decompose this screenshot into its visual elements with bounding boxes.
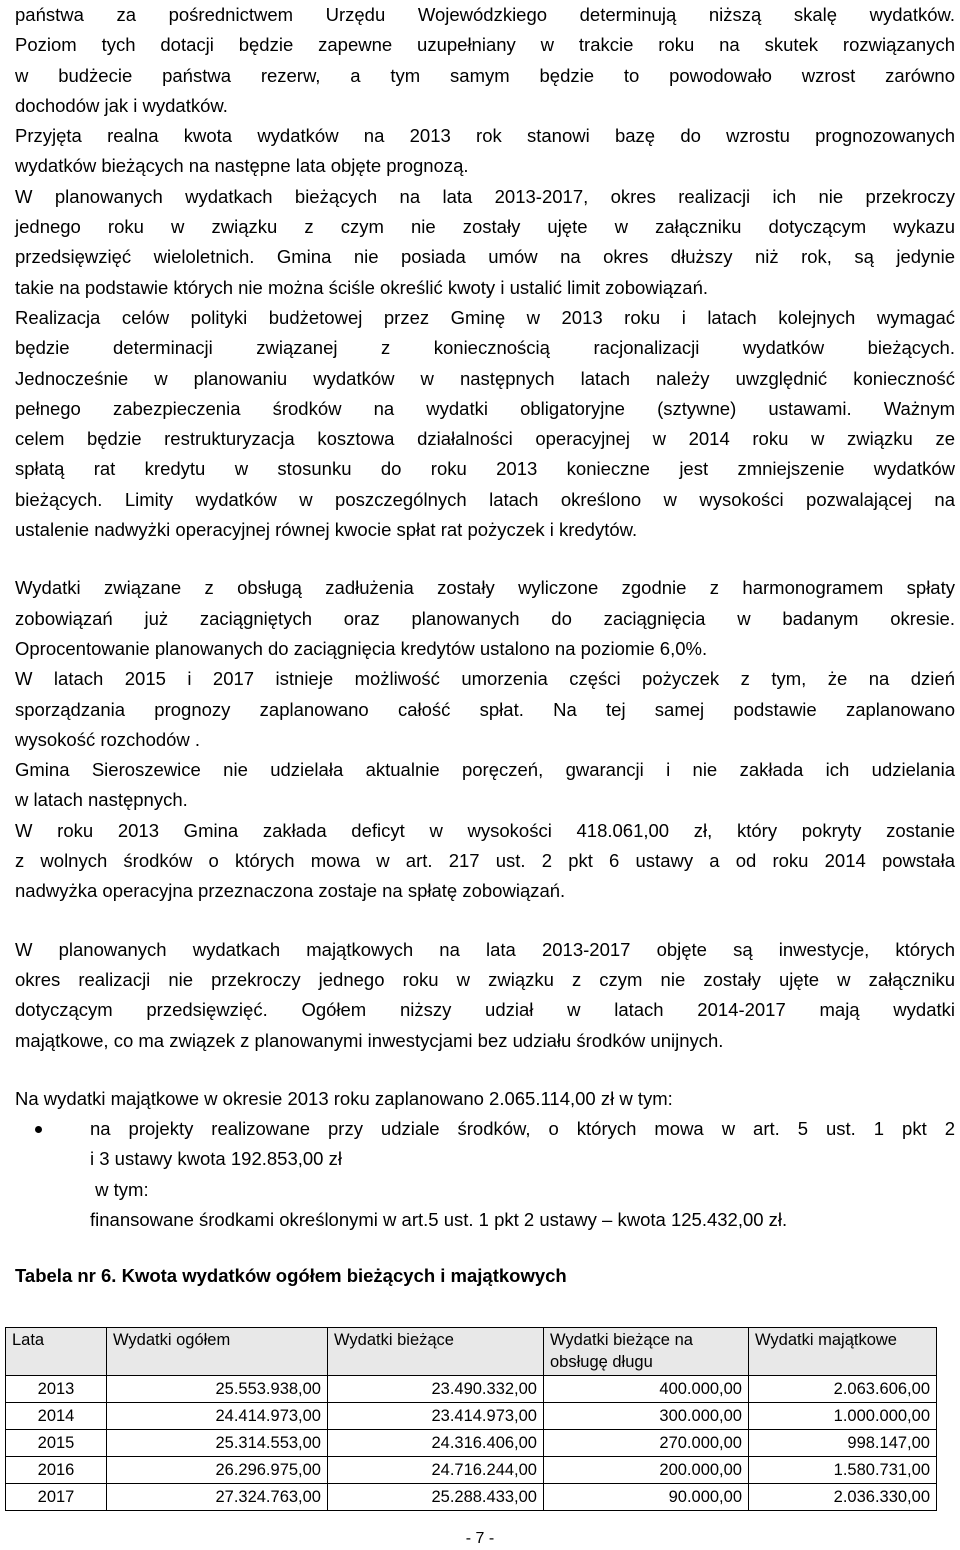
text-line: na projekty realizowane przy udziale środków, o których mowa w art. 5 ust. 1 pkt 2 bbox=[90, 1118, 955, 1140]
paragraph-capital-expenditures bbox=[15, 935, 955, 1056]
text-line: dochodów jak i wydatków. bbox=[15, 94, 228, 116]
text-line: z wolnych środków o których mowa w art. 217 ust. 2 pkt 6 ustawy a od roku 2014 powstała bbox=[15, 850, 955, 872]
bullet-list-item bbox=[15, 1114, 955, 1235]
table-cell: 27.324.763,00 bbox=[107, 1484, 328, 1511]
table-row bbox=[6, 1484, 937, 1511]
table-cell: 2014 bbox=[6, 1403, 107, 1430]
text-line: ustalenie nadwyżki operacyjnej równej kwocie spłat rat pożyczek i kredytów. bbox=[15, 519, 638, 541]
table-row bbox=[6, 1430, 937, 1457]
text-line: Przyjęta realna kwota wydatków na 2013 rok stanowi bazę do wzrostu prognozowanych bbox=[15, 125, 955, 147]
table-cell: 2.036.330,00 bbox=[749, 1484, 937, 1511]
text-line: Gmina Sieroszewice nie udzielała aktualnie poręczeń, gwarancji i nie zakłada ich udzielania bbox=[15, 759, 955, 781]
header-cell: Lata bbox=[6, 1328, 107, 1376]
text-line: takie na podstawie których nie można ściśle określić kwoty i ustalić limit zobowiązań. bbox=[15, 276, 709, 298]
text-line: w budżecie państwa rezerw, a tym samym będzie to powodowało wzrost zarówno bbox=[15, 64, 955, 86]
text-line: wydatków bieżących na następne lata objęte prognozą. bbox=[15, 155, 469, 177]
text-line: W planowanych wydatkach majątkowych na lata 2013-2017 objęte są inwestycje, których bbox=[15, 938, 955, 960]
paragraph-gap bbox=[15, 1056, 955, 1084]
table-cell: 24.716.244,00 bbox=[328, 1457, 544, 1484]
text-line: pełnego zabezpieczenia środków na wydatki obligatoryjne (sztywne) ustawami. Ważnym bbox=[15, 397, 955, 419]
page-number: - 7 - bbox=[465, 1530, 495, 1547]
table-row bbox=[6, 1403, 937, 1430]
text-line: Wydatki związane z obsługą zadłużenia zostały wyliczone zgodnie z harmonogramem spłaty bbox=[15, 577, 955, 599]
text-line: spłatą rat kredytu w stosunku do roku 2013 konieczne jest zmniejszenie wydatków bbox=[15, 458, 955, 480]
table-cell: 26.296.975,00 bbox=[107, 1457, 328, 1484]
text-line: w latach następnych. bbox=[15, 789, 188, 811]
table-cell: 1.580.731,00 bbox=[749, 1457, 937, 1484]
paragraph-gap bbox=[15, 545, 955, 573]
table-cell: 200.000,00 bbox=[544, 1457, 749, 1484]
text-line: wysokość rozchodów . bbox=[15, 728, 201, 750]
text-line: i 3 ustawy kwota 192.853,00 zł bbox=[90, 1148, 342, 1170]
text-line: zobowiązań już zaciągniętych oraz planowanych do zaciągnięcia w badanym okresie. bbox=[15, 607, 955, 629]
table-cell: 90.000,00 bbox=[544, 1484, 749, 1511]
text-line: bieżących. Limity wydatków w poszczególnych latach określono w wysokości pozwalającej na bbox=[15, 488, 955, 510]
text-line: będzie determinacji związanej z koniecznością racjonalizacji wydatków bieżących. bbox=[15, 337, 955, 359]
table-cell: 998.147,00 bbox=[749, 1430, 937, 1457]
table-header-row bbox=[6, 1328, 937, 1376]
bullet-icon bbox=[35, 1126, 42, 1133]
text-line: przedsięwzięć wieloletnich. Gmina nie posiada umów na okres dłuższy niż rok, są jedynie bbox=[15, 246, 955, 268]
text-line: w tym: bbox=[90, 1178, 149, 1200]
text-line: majątkowe, co ma związek z planowanymi inwestycjami bez udziału środków unijnych. bbox=[15, 1029, 724, 1051]
table-title: Tabela nr 6. Kwota wydatków ogółem bieżących i majątkowych bbox=[15, 1265, 567, 1287]
text-line: Realizacja celów polityki budżetowej przez Gminę w 2013 roku i latach kolejnych wymagać bbox=[15, 306, 955, 328]
table-cell: 23.490.332,00 bbox=[328, 1376, 544, 1403]
table-row bbox=[6, 1457, 937, 1484]
text-line: Oprocentowanie planowanych do zaciągnięcia kredytów ustalono na poziomie 6,0%. bbox=[15, 637, 708, 659]
table-cell: 25.314.553,00 bbox=[107, 1430, 328, 1457]
table-cell: 24.316.406,00 bbox=[328, 1430, 544, 1457]
table-cell: 25.288.433,00 bbox=[328, 1484, 544, 1511]
text-line: W roku 2013 Gmina zakłada deficyt w wysokości 418.061,00 zł, który pokryty zostanie bbox=[15, 819, 955, 841]
text-line: W latach 2015 i 2017 istnieje możliwość umorzenia części pożyczek z tym, że na dzień bbox=[15, 668, 955, 690]
text-line: Poziom tych dotacji będzie zapewne uzupełniany w trakcie roku na skutek rozwiązanych bbox=[15, 34, 955, 56]
table-cell: 25.553.938,00 bbox=[107, 1376, 328, 1403]
table-cell: 2.063.606,00 bbox=[749, 1376, 937, 1403]
paragraph-gap bbox=[15, 907, 955, 935]
text-line: Na wydatki majątkowe w okresie 2013 roku zaplanowano 2.065.114,00 zł w tym: bbox=[15, 1087, 673, 1109]
header-cell: Wydatki ogółem bbox=[107, 1328, 328, 1376]
table-cell: 2015 bbox=[6, 1430, 107, 1457]
text-line: celem będzie restrukturyzacja kosztowa działalności operacyjnej w 2014 roku w związku ze bbox=[15, 428, 955, 450]
text-line: dotyczącym przedsięwzięć. Ogółem niższy udział w latach 2014-2017 mają wydatki bbox=[15, 999, 955, 1021]
text-line: finansowane środkami określonymi w art.5 ust. 1 pkt 2 ustawy – kwota 125.432,00 zł. bbox=[90, 1208, 788, 1230]
table-cell: 400.000,00 bbox=[544, 1376, 749, 1403]
document-page bbox=[15, 0, 955, 1292]
text-line: państwa za pośrednictwem Urzędu Wojewódzkiego determinują niższą skalę wydatków. bbox=[15, 4, 955, 25]
header-cell: Wydatki bieżące na obsługę długu bbox=[544, 1328, 749, 1376]
text-line: okres realizacji nie przekroczy jednego roku w związku z czym nie zostały ujęte w załączniku bbox=[15, 968, 955, 990]
table-cell: 2016 bbox=[6, 1457, 107, 1484]
text-line: jednego roku w związku z czym nie zostały ujęte w załączniku dotyczącym wykazu bbox=[15, 216, 955, 238]
table-cell: 2017 bbox=[6, 1484, 107, 1511]
table-cell: 24.414.973,00 bbox=[107, 1403, 328, 1430]
table-row bbox=[6, 1376, 937, 1403]
text-line: Jednocześnie w planowaniu wydatków w następnych latach należy uwzględnić konieczność bbox=[15, 367, 955, 389]
table-cell: 270.000,00 bbox=[544, 1430, 749, 1457]
table-cell: 2013 bbox=[6, 1376, 107, 1403]
text-line: nadwyżka operacyjna przeznaczona zostaje na spłatę zobowiązań. bbox=[15, 880, 566, 902]
table-cell: 23.414.973,00 bbox=[328, 1403, 544, 1430]
text-line: sporządzania prognozy zaplanowano całość spłat. Na tej samej podstawie zaplanowano bbox=[15, 698, 955, 720]
expenditure-table bbox=[5, 1327, 937, 1511]
table-cell: 300.000,00 bbox=[544, 1403, 749, 1430]
text-line: W planowanych wydatkach bieżących na lata 2013-2017, okres realizacji ich nie przekroczy bbox=[15, 185, 955, 207]
header-cell: Wydatki bieżące bbox=[328, 1328, 544, 1376]
paragraph-budget-explanation bbox=[15, 0, 955, 545]
paragraph-debt-service bbox=[15, 573, 955, 906]
table-cell: 1.000.000,00 bbox=[749, 1403, 937, 1430]
header-cell: Wydatki majątkowe bbox=[749, 1328, 937, 1376]
paragraph-capex-2013 bbox=[15, 1084, 955, 1114]
